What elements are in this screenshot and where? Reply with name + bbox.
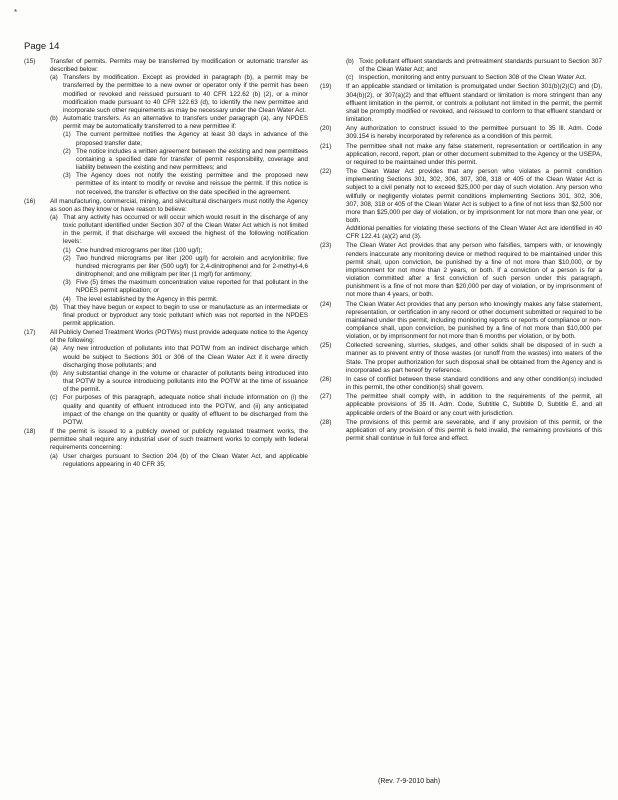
subcondition-label: (a) <box>50 213 58 221</box>
condition-item <box>24 329 308 427</box>
subcondition-text: That they have begun or expect to begin to use or manufacture as an intermediate or final product or byproduct any toxic pollutant which was not reported in the NPDES permit application. <box>63 303 308 327</box>
subcondition-text: For purposes of this paragraph, adequate notice shall include information on (i) the quality and quantity of effluent introduced into the POTW, and (ii) any anticipated impact of the change on the quantity or quality of effluent to be discharged from the POTW. <box>63 394 308 426</box>
condition-item <box>320 143 602 167</box>
subsubcondition-label: (2) <box>63 147 71 155</box>
condition-item <box>320 125 602 141</box>
subsubcondition <box>63 296 308 304</box>
subcondition <box>50 370 308 394</box>
subsubcondition-text: The level established by the Agency in this permit. <box>76 295 218 303</box>
condition-number: (16) <box>24 197 36 205</box>
subsubcondition <box>63 279 308 295</box>
subsubcondition-label: (4) <box>63 295 71 303</box>
condition-number: (19) <box>320 83 332 91</box>
condition-text: The Clean Water Act provides that any person who knowingly makes any false statement, representation, or certification in any record or other document submitted or required to be maintained under this permit, including monitoring reports or reports of compliance or non-compliance shall, upon conviction, be punished by a fine of not more than $10,000 per violation, or by imprisonment for not more than 6 months per violation, or by both. <box>346 300 602 341</box>
subcondition-label: (c) <box>346 74 354 82</box>
condition-number: (24) <box>320 300 332 308</box>
condition-number: (27) <box>320 393 332 401</box>
condition-number: (28) <box>320 418 332 426</box>
subsubcondition-label: (3) <box>63 172 71 180</box>
subcondition <box>346 74 602 82</box>
subcondition-label: (b) <box>50 115 58 123</box>
subcondition-text: Toxic pollutant effluent standards and pretreatment standards pursuant to Section 307 of the Clean Water Act; and <box>359 58 602 74</box>
subcondition-text: Any new introduction of pollutants into that POTW from an indirect discharge which would be subject to Sections 301 or 306 of the Clean Water Act if it were directly discharging those pollutants; and <box>63 345 308 369</box>
subcondition-text: Inspection, monitoring and entry pursuant to Section 308 of the Clean Water Act. <box>359 74 587 82</box>
condition-text: All manufacturing, commercial, mining, and silvicultural dischargers must notify the Agency as soon as they know or have reason to believe: <box>50 197 308 213</box>
subcondition <box>50 74 308 115</box>
condition-number: (17) <box>24 329 36 337</box>
condition-text: The provisions of this permit are severable, and if any provision of this permit, or the application of any provision of this permit is held invalid, the remaining provisions of this permit shall continue in full force and effect. <box>346 418 602 443</box>
condition-item <box>24 198 308 329</box>
condition-number: (15) <box>24 58 36 65</box>
page-number: Page 14 <box>24 41 60 52</box>
condition-item <box>320 301 602 342</box>
subcondition <box>50 453 308 469</box>
condition-item <box>320 242 602 299</box>
revision-footer: (Rev. 7-9-2010 bah) <box>378 778 441 785</box>
subcondition <box>50 345 308 369</box>
subsubcondition <box>63 172 308 196</box>
subcondition <box>50 115 308 197</box>
condition-item <box>24 428 308 469</box>
subcondition-label: (b) <box>50 369 58 377</box>
subsubcondition <box>63 148 308 172</box>
condition-text: The permittee shall comply with, in addition to the requirements of the permit, all applicable provisions of 35 Ill. Adm. Code, Subtitle C, Subtitle D, Subtitle E, and all applicable orders of the Board or any court with jurisdiction. <box>346 393 602 417</box>
subcondition-label: (c) <box>50 394 58 402</box>
subcondition-text: User charges pursuant to Section 204 (b) of the Clean Water Act, and applicable regulations appearing in 40 CFR 35; <box>63 452 308 468</box>
condition-text: In case of conflict between these standard conditions and any other condition(s) included in this permit, the other condition(s) shall govern. <box>346 375 602 392</box>
condition-item <box>320 342 602 375</box>
condition-item <box>320 376 602 392</box>
condition-text: Any authorization to construct issued to the permittee pursuant to 35 Ill. Adm. Code 309.154 is hereby incorporated by reference as a condition of this permit. <box>346 125 602 141</box>
subcondition <box>50 304 308 328</box>
subcondition-label: (a) <box>50 452 58 460</box>
condition-item <box>320 393 602 417</box>
right-column <box>320 58 602 444</box>
subsubcondition-text: The notice includes a written agreement between the existing and new permittees containing a specified date for transfer of permit responsibility, coverage and liability between the existing and new permittees; and <box>76 147 308 172</box>
subcondition <box>346 58 602 74</box>
condition-text: If an applicable standard or limitation is promulgated under Section 301(b)(2)(C) and (D), 304(b)(2), or 307(a)(2) and that effluent standard or limitation is more stringent than any effluent limitation in the permit, or controls a pollutant not limited in the permit, the permit shall be promptly modified or revoked, and reissued to conform to that effluent standard or limitation. <box>346 83 602 124</box>
subsubcondition-text: One hundred micrograms per liter (100 ug/l); <box>76 246 203 254</box>
condition-number: (20) <box>320 125 332 133</box>
condition-text: The Clean Water Act provides that any person who violates a permit condition implementing Sections 301, 302, 306, 307, 308, 318 or 405 of the Clean Water Act is subject to a civil penalty not to exceed $25,000 per day of such violation. Any person who willfully or negligently violates permit conditions implementing Sections 301, 302, 306, 307, 308, 318 or 405 of the Clean Water Act is subject to a fine of not less than $2,500 nor more than $25,000 per day of violation, or by imprisonment for not more than one year, or both. <box>346 168 602 224</box>
subcondition-text: Transfers by modification. Except as provided in paragraph (b), a permit may be transferred by the permittee to a new owner or operator only if the permit has been modified or revoked and reissued pursuant to 40 CFR 122.62 (b) (2), or a minor modification made pursuant to 40 CFR 122.63 (d), to identify the new permittee and incorporate such other requirements as may be necessary under the Clean Water Act. <box>63 74 308 114</box>
subcondition-text: Any substantial change in the volume or character of pollutants being introduced into that POTW by a source introducing pollutants into the POTW at the time of issuance of the permit. <box>63 369 308 394</box>
condition-note: Additional penalties for violating these sections of the Clean Water Act are identified in 40 CFR 122.41 (a)(2) and (3). <box>346 225 602 241</box>
condition-number: (23) <box>320 242 332 250</box>
subcondition-text: That any activity has occurred or will occur which would result in the discharge of any toxic pollutant identified under Section 307 of the Clean Water Act which is not limited in the permit, if that discharge will exceed the highest of the following notification levels: <box>63 213 308 246</box>
condition-item <box>320 419 602 443</box>
subcondition-label: (b) <box>50 303 58 311</box>
subsubcondition-label: (1) <box>63 131 71 139</box>
subcondition-text: Automatic transfers. As an alternative to transfers under paragraph (a), any NPDES permit may be automatically transferred to a new permittee if: <box>63 115 308 131</box>
condition-number: (26) <box>320 375 332 383</box>
condition-text: The permittee shall not make any false statement, representation or certification in any application, record, report, plan or other document submitted to the Agency or the USEPA, or required to be maintained under this permit. <box>346 142 602 166</box>
subsubcondition-text: The Agency does not notify the existing permittee and the proposed new permittee of its intent to modify or revoke and reissue the permit. If this notice is not received, the transfer is effective on the date specified in the agreement. <box>76 172 308 196</box>
subcondition-label: (a) <box>50 74 58 82</box>
condition-number: (25) <box>320 342 332 350</box>
condition-text: Transfer of permits. Permits may be transferred by modification or automatic transfer as described below: <box>50 58 308 74</box>
subsubcondition <box>63 247 308 255</box>
left-column <box>24 58 308 470</box>
subcondition <box>50 214 308 304</box>
subsubcondition <box>63 131 308 147</box>
subcondition-label: (a) <box>50 345 58 353</box>
condition-number: (22) <box>320 168 332 176</box>
condition-item <box>320 83 602 124</box>
subsubcondition-label: (2) <box>63 254 71 262</box>
subsubcondition-text: Five (5) times the maximum concentration value reported for that pollutant in the NPDES permit application; or <box>76 279 308 295</box>
subcondition <box>50 394 308 427</box>
subcondition-label: (b) <box>346 58 354 65</box>
condition-item <box>320 168 602 241</box>
condition-text: Collected screening, slurries, sludges, and other solids shall be disposed of in such a manner as to prevent entry of those wastes (or runoff from the wastes) into waters of the State. The proper authorization for such disposal shall be obtained from the Agency and is incorporated as part hereof by reference. <box>346 342 602 374</box>
condition-item <box>24 58 308 197</box>
condition-text: If the permit is issued to a publicly owned or publicly regulated treatment works, the permittee shall require any industrial user of such treatment works to comply with federal requirements concerning: <box>50 428 308 452</box>
subsubcondition-label: (1) <box>63 246 71 254</box>
subsubcondition-label: (3) <box>63 279 71 287</box>
condition-number: (21) <box>320 142 332 150</box>
condition-text: All Publicly Owned Treatment Works (POTWs) must provide adequate notice to the Agency of the following: <box>50 329 308 345</box>
condition-number: (18) <box>24 428 36 436</box>
subsubcondition-text: Two hundred micrograms per liter (200 ug/l) for acrolein and acrylonitrile; five hundred micrograms per liter (500 ug/l) for 2,4-dinitrophenol and for 2-methyl-4,6 dinitrophenol; and one milligram per liter (1 mg/l) for antimony; <box>76 254 308 279</box>
condition-item <box>320 58 602 82</box>
subsubcondition-text: The current permittee notifies the Agency at least 30 days in advance of the proposed transfer date; <box>76 131 308 147</box>
subsubcondition <box>63 255 308 279</box>
condition-text: The Clean Water Act provides that any person who falsifies, tampers with, or knowingly renders inaccurate any monitoring device or method required to be maintained under this permit shall, upon conviction, be punished by a fine of not more than $10,000, or by imprisonment for not more than 2 years, or both. If a conviction of a person is for a violation committed after a first conviction of such person under this paragraph, punishment is a fine of not more than $20,000 per day of violation, or by imprisonment of not more than 4 years, or both. <box>346 242 602 299</box>
scan-mark: * <box>14 8 18 17</box>
